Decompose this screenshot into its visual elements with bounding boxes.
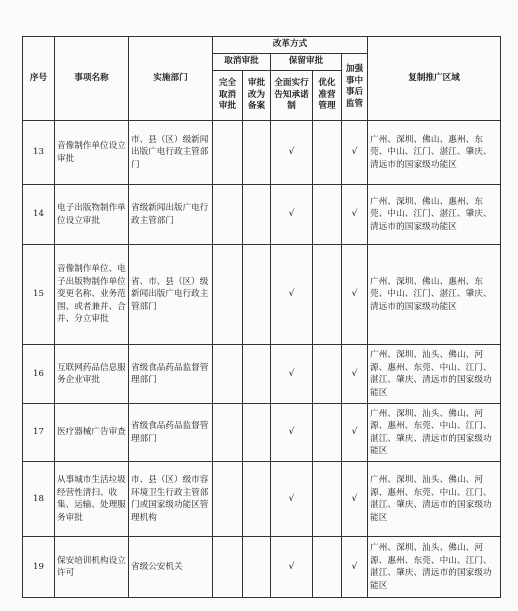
row-item-name: 音像制作单位、电子出版物制作单位变更名称、业务范围、或者兼并、合并、分立审批 bbox=[55, 245, 129, 345]
table-row bbox=[23, 537, 501, 598]
row-dept: 省级新闻出版广电行政主管部门 bbox=[129, 185, 213, 245]
header-sub-cancel: 完全取消审批 bbox=[213, 71, 243, 121]
header-sub-optimize: 优化准营管理 bbox=[313, 71, 342, 121]
row-item-name: 保安培训机构设立许可 bbox=[55, 537, 129, 598]
row-dept: 市、县（区）级新闻出版广电行政主管部门 bbox=[129, 121, 213, 185]
row-strengthen-check: √ bbox=[342, 462, 368, 537]
row-optimize-cell bbox=[313, 404, 342, 462]
row-notify-check: √ bbox=[271, 121, 313, 185]
row-record-cell bbox=[243, 537, 271, 598]
row-cancel-cell bbox=[213, 185, 243, 245]
row-notify-check: √ bbox=[271, 345, 313, 404]
row-strengthen-check: √ bbox=[342, 404, 368, 462]
table-row bbox=[23, 462, 501, 537]
row-strengthen-check: √ bbox=[342, 345, 368, 404]
row-area: 广州、深圳、佛山、惠州、东莞、中山、江门、湛江、肇庆、清远市的国家级功能区 bbox=[368, 245, 501, 345]
table-row bbox=[23, 185, 501, 245]
row-notify-check: √ bbox=[271, 404, 313, 462]
row-area: 广州、深圳、汕头、佛山、河源、惠州、东莞、中山、江门、湛江、肇庆、清远市的国家级功能区 bbox=[368, 462, 501, 537]
header-seq: 序号 bbox=[23, 37, 55, 121]
row-item-name: 电子出版物制作单位设立审批 bbox=[55, 185, 129, 245]
row-optimize-cell bbox=[313, 245, 342, 345]
header-keep-approval: 保留审批 bbox=[271, 54, 342, 71]
row-cancel-cell bbox=[213, 345, 243, 404]
row-seq: 18 bbox=[23, 462, 55, 537]
row-seq: 13 bbox=[23, 121, 55, 185]
row-record-cell bbox=[243, 245, 271, 345]
row-item-name: 从事城市生活垃圾经营性清扫、收集、运输、处理服务审批 bbox=[55, 462, 129, 537]
row-notify-check: √ bbox=[271, 462, 313, 537]
row-strengthen-check: √ bbox=[342, 537, 368, 598]
header-sub-record: 审批改为备案 bbox=[243, 71, 271, 121]
row-area: 广州、深圳、汕头、佛山、河源、惠州、东莞、中山、江门、湛江、肇庆、清远市的国家级功能区 bbox=[368, 537, 501, 598]
table-row bbox=[23, 404, 501, 462]
row-seq: 16 bbox=[23, 345, 55, 404]
row-strengthen-check: √ bbox=[342, 185, 368, 245]
row-strengthen-check: √ bbox=[342, 245, 368, 345]
row-cancel-cell bbox=[213, 121, 243, 185]
row-optimize-cell bbox=[313, 185, 342, 245]
header-item-name: 事项名称 bbox=[55, 37, 129, 121]
row-record-cell bbox=[243, 121, 271, 185]
row-area: 广州、深圳、佛山、惠州、东莞、中山、江门、湛江、肇庆、清远市的国家级功能区 bbox=[368, 121, 501, 185]
row-cancel-cell bbox=[213, 404, 243, 462]
row-seq: 15 bbox=[23, 245, 55, 345]
row-area: 广州、深圳、汕头、佛山、河源、惠州、东莞、中山、江门、湛江、肇庆、清远市的国家级功能区 bbox=[368, 345, 501, 404]
row-strengthen-check: √ bbox=[342, 121, 368, 185]
row-record-cell bbox=[243, 345, 271, 404]
row-dept: 省级食品药品监督管理部门 bbox=[129, 404, 213, 462]
table-row bbox=[23, 245, 501, 345]
row-dept: 省级公安机关 bbox=[129, 537, 213, 598]
row-dept: 省级食品药品监督管理部门 bbox=[129, 345, 213, 404]
table-row bbox=[23, 121, 501, 185]
row-optimize-cell bbox=[313, 537, 342, 598]
row-notify-check: √ bbox=[271, 245, 313, 345]
header-dept: 实施部门 bbox=[129, 37, 213, 121]
row-notify-check: √ bbox=[271, 185, 313, 245]
row-seq: 17 bbox=[23, 404, 55, 462]
header-area: 复制推广区域 bbox=[368, 37, 501, 121]
row-item-name: 音像制作单位设立审批 bbox=[55, 121, 129, 185]
row-optimize-cell bbox=[313, 462, 342, 537]
header-strengthen: 加强事中事后监管 bbox=[342, 54, 368, 121]
row-record-cell bbox=[243, 185, 271, 245]
row-seq: 14 bbox=[23, 185, 55, 245]
row-record-cell bbox=[243, 462, 271, 537]
row-seq: 19 bbox=[23, 537, 55, 598]
row-item-name: 互联网药品信息服务企业审批 bbox=[55, 345, 129, 404]
row-area: 广州、深圳、佛山、惠州、东莞、中山、江门、湛江、肇庆、清远市的国家级功能区 bbox=[368, 185, 501, 245]
reform-table bbox=[22, 36, 501, 598]
header-cancel-approval: 取消审批 bbox=[213, 54, 271, 71]
header-sub-notify: 全面实行告知承诺制 bbox=[271, 71, 313, 121]
row-item-name: 医疗器械广告审查 bbox=[55, 404, 129, 462]
row-optimize-cell bbox=[313, 121, 342, 185]
row-record-cell bbox=[243, 404, 271, 462]
table-row bbox=[23, 345, 501, 404]
row-notify-check: √ bbox=[271, 537, 313, 598]
row-cancel-cell bbox=[213, 462, 243, 537]
row-area: 广州、深圳、汕头、佛山、河源、惠州、东莞、中山、江门、湛江、肇庆、清远市的国家级功能区 bbox=[368, 404, 501, 462]
row-dept: 省、市、县（区）级新闻出版广电行政主管部门 bbox=[129, 245, 213, 345]
row-optimize-cell bbox=[313, 345, 342, 404]
header-reform-method: 改革方式 bbox=[213, 37, 368, 54]
row-cancel-cell bbox=[213, 537, 243, 598]
row-dept: 市、县（区）级市容环境卫生行政主管部门或国家级功能区管理机构 bbox=[129, 462, 213, 537]
row-cancel-cell bbox=[213, 245, 243, 345]
